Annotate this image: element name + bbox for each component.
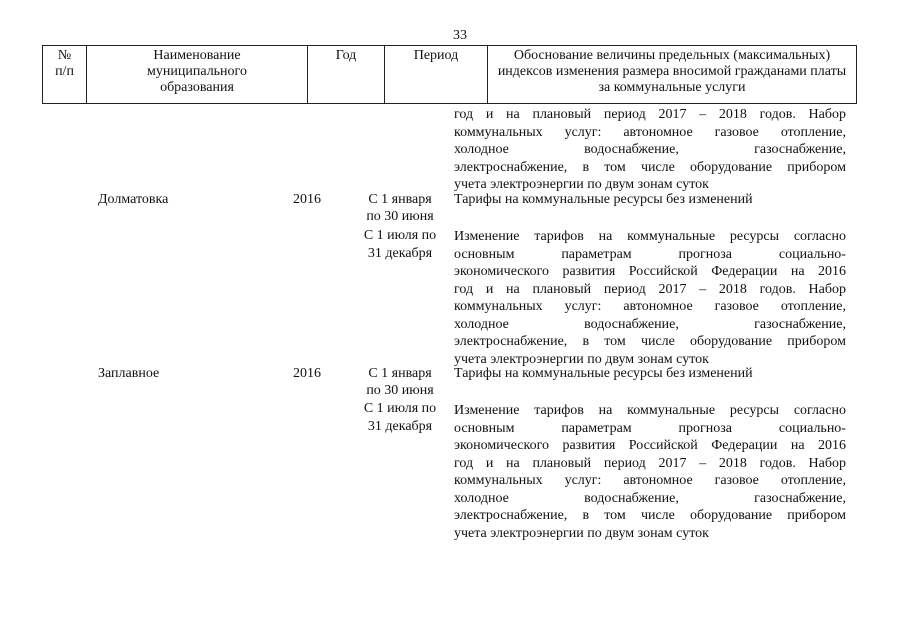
text-line: экономического развития Российской Федерации на 2016 xyxy=(454,264,846,279)
text-line: коммунальных услуг: автономное газовое отопление, xyxy=(454,124,846,140)
text-line: Изменение тарифов на коммунальные ресурсы согласно xyxy=(454,403,846,418)
text-line: Изменение тарифов на коммунальные ресурсы согласно xyxy=(454,229,846,244)
text-line: основным параметрам прогноза социально- xyxy=(454,246,846,262)
page-number: 33 xyxy=(453,28,467,43)
text-line: основным параметрам прогноза социально- xyxy=(454,420,846,436)
text-line: учета электроэнергии по двум зонам суток xyxy=(454,525,709,541)
text-line: холодное водоснабжение, газоснабжение, xyxy=(454,490,846,506)
municipality-name: Заплавное xyxy=(98,366,160,381)
header-basis-line: индексов изменения размера вносимой гражданами платы xyxy=(497,64,847,79)
text-line: год и на плановый период 2017 – 2018 годов. Набор xyxy=(454,455,846,471)
header-num-line: п/п xyxy=(55,64,74,79)
header-name-line: муниципального xyxy=(147,64,247,79)
period-second-half xyxy=(352,400,448,436)
header-col-number xyxy=(43,46,87,103)
basis-no-change: Тарифы на коммунальные ресурсы без изменений xyxy=(454,366,753,381)
period-line: 31 декабря xyxy=(367,246,433,261)
basis-tariff-change xyxy=(454,228,846,368)
continuation-text xyxy=(454,106,846,194)
text-line: экономического развития Российской Федерации на 2016 xyxy=(454,438,846,453)
basis-no-change: Тарифы на коммунальные ресурсы без изменений xyxy=(454,192,753,207)
basis-tariff-change xyxy=(454,402,846,542)
table-header xyxy=(42,45,857,104)
period-line: С 1 июля по xyxy=(363,228,437,243)
period-line: С 1 января xyxy=(368,366,432,381)
header-year-label: Год xyxy=(335,48,357,63)
period-line: по 30 июня xyxy=(366,383,434,398)
period-second-half xyxy=(352,227,448,263)
period-line: С 1 января xyxy=(368,192,432,207)
text-line: коммунальных услуг: автономное газовое отопление, xyxy=(454,299,846,314)
text-line: холодное водоснабжение, газоснабжение, xyxy=(454,142,846,157)
header-period-label: Период xyxy=(413,48,459,63)
header-col-year xyxy=(308,46,385,103)
header-col-period xyxy=(385,46,488,103)
header-col-basis xyxy=(488,46,856,103)
row-year: 2016 xyxy=(293,366,321,381)
period-line: 31 декабря xyxy=(367,419,433,434)
header-num-line: № xyxy=(57,48,72,63)
text-line: электроснабжение, в том числе оборудование прибором xyxy=(454,508,846,523)
text-line: электроснабжение, в том числе оборудование прибором xyxy=(454,334,846,349)
row-year: 2016 xyxy=(293,192,321,207)
header-col-name xyxy=(87,46,308,103)
period-first-half xyxy=(352,191,448,225)
period-line: С 1 июля по xyxy=(363,401,437,416)
text-line: год и на плановый период 2017 – 2018 годов. Набор xyxy=(454,281,846,297)
header-basis-line: Обоснование величины предельных (максимальных) xyxy=(513,48,831,63)
text-line: год и на плановый период 2017 – 2018 годов. Набор xyxy=(454,107,846,122)
period-first-half xyxy=(352,365,448,399)
text-line: учета электроэнергии по двум зонам суток xyxy=(454,351,709,367)
header-name-line: Наименование xyxy=(153,48,241,63)
text-line: электроснабжение, в том числе оборудование прибором xyxy=(454,159,846,175)
header-basis-line: за коммунальные услуги xyxy=(598,80,746,95)
text-line: холодное водоснабжение, газоснабжение, xyxy=(454,316,846,332)
text-line: учета электроэнергии по двум зонам суток xyxy=(454,177,709,192)
municipality-name: Долматовка xyxy=(98,192,169,207)
text-line: коммунальных услуг: автономное газовое отопление, xyxy=(454,473,846,488)
period-line: по 30 июня xyxy=(366,209,434,224)
header-name-line: образования xyxy=(160,80,234,95)
